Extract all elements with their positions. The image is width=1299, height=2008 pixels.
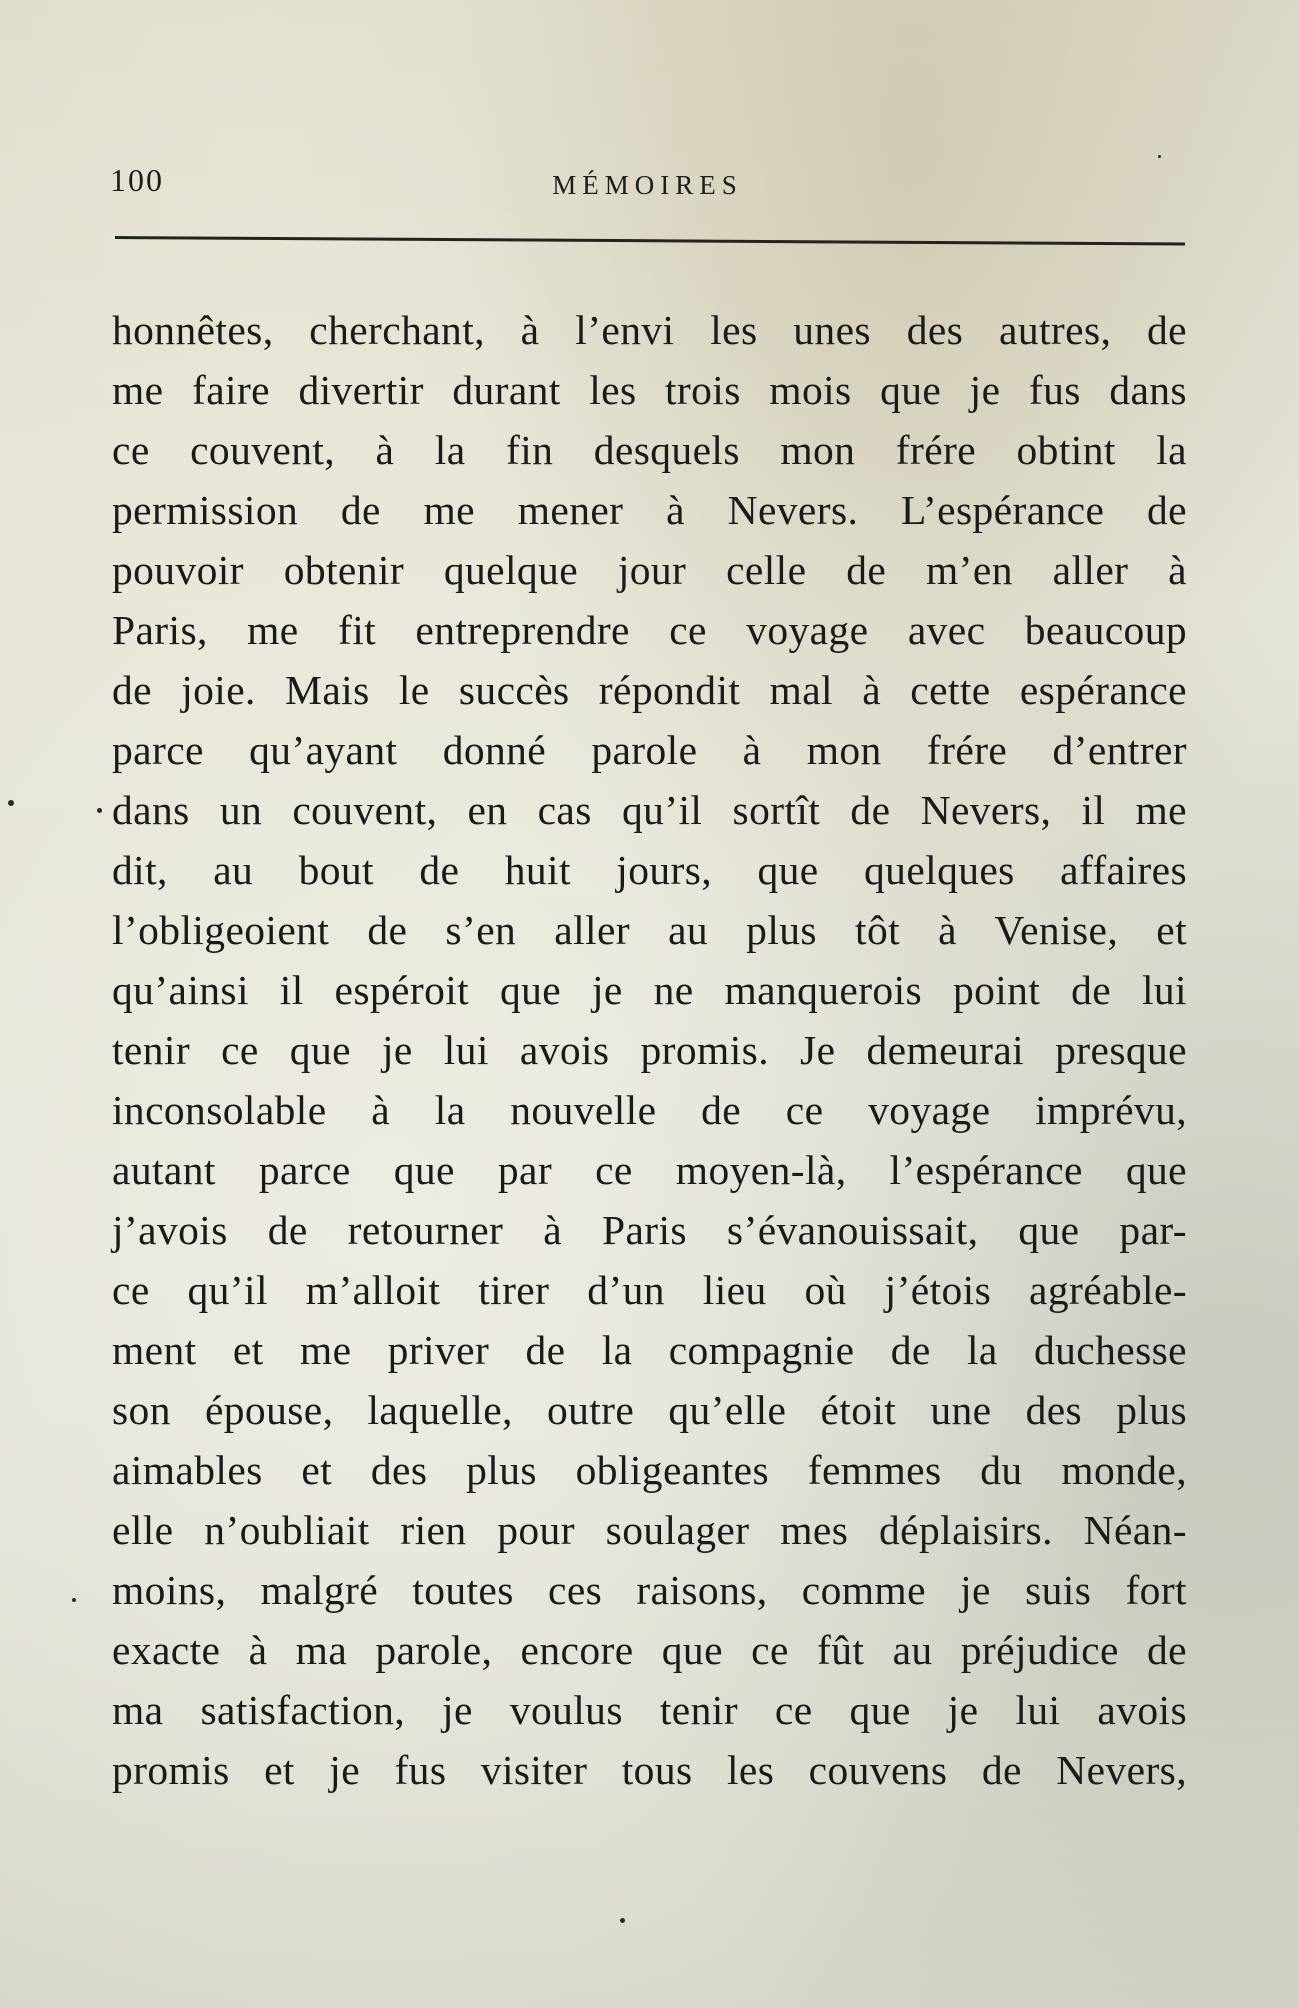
ink-speck [1158,155,1161,158]
text-line: son épouse, laquelle, outre qu’elle étoit une des plus [112,1387,1187,1433]
header-rule [115,236,1185,246]
ink-speck [72,1598,76,1602]
text-line: aimables et des plus obligeantes femmes du monde, [112,1447,1187,1493]
text-line: permission de me mener à Nevers. L’espérance de [112,487,1187,533]
text-line: Paris, me fit entreprendre ce voyage avec beaucoup [112,607,1187,653]
text-line: j’avois de retourner à Paris s’évanouissait, que par- [112,1207,1187,1253]
text-line: dans un couvent, en cas qu’il sortît de Nevers, il me [112,787,1187,833]
text-line: moins, malgré toutes ces raisons, comme je suis fort [112,1567,1187,1613]
text-line: honnêtes, cherchant, à l’envi les unes des autres, de [112,307,1187,353]
text-line: promis et je fus visiter tous les couvens de Nevers, [112,1747,1187,1793]
body-text [112,300,1187,1800]
text-line: pouvoir obtenir quelque jour celle de m’en aller à [112,547,1187,593]
page-header [110,162,1185,222]
text-line: autant parce que par ce moyen-là, l’espérance que [112,1147,1187,1193]
ink-speck [97,808,102,813]
text-line: me faire divertir durant les trois mois que je fus dans [112,367,1187,413]
ink-speck [8,800,14,806]
page-number: 100 [110,162,164,198]
text-line: tenir ce que je lui avois promis. Je demeurai presque [112,1027,1187,1073]
running-title: MÉMOIRES [552,170,743,200]
text-line: ce couvent, à la fin desquels mon frére obtint la [112,427,1187,473]
text-line: ce qu’il m’alloit tirer d’un lieu où j’étois agréable- [112,1267,1187,1313]
text-line: l’obligeoient de s’en aller au plus tôt à Venise, et [112,907,1187,953]
ink-speck [620,1918,625,1923]
text-line: qu’ainsi il espéroit que je ne manquerois point de lui [112,967,1187,1013]
text-line: ma satisfaction, je voulus tenir ce que je lui avois [112,1687,1187,1733]
text-line: dit, au bout de huit jours, que quelques affaires [112,847,1187,893]
text-line: de joie. Mais le succès répondit mal à cette espérance [112,667,1187,713]
text-line: elle n’oubliait rien pour soulager mes déplaisirs. Néan- [112,1507,1187,1553]
text-line: parce qu’ayant donné parole à mon frére d’entrer [112,727,1187,773]
text-line: exacte à ma parole, encore que ce fût au préjudice de [112,1627,1187,1673]
text-line: ment et me priver de la compagnie de la duchesse [112,1327,1187,1373]
text-line: inconsolable à la nouvelle de ce voyage imprévu, [112,1087,1187,1133]
